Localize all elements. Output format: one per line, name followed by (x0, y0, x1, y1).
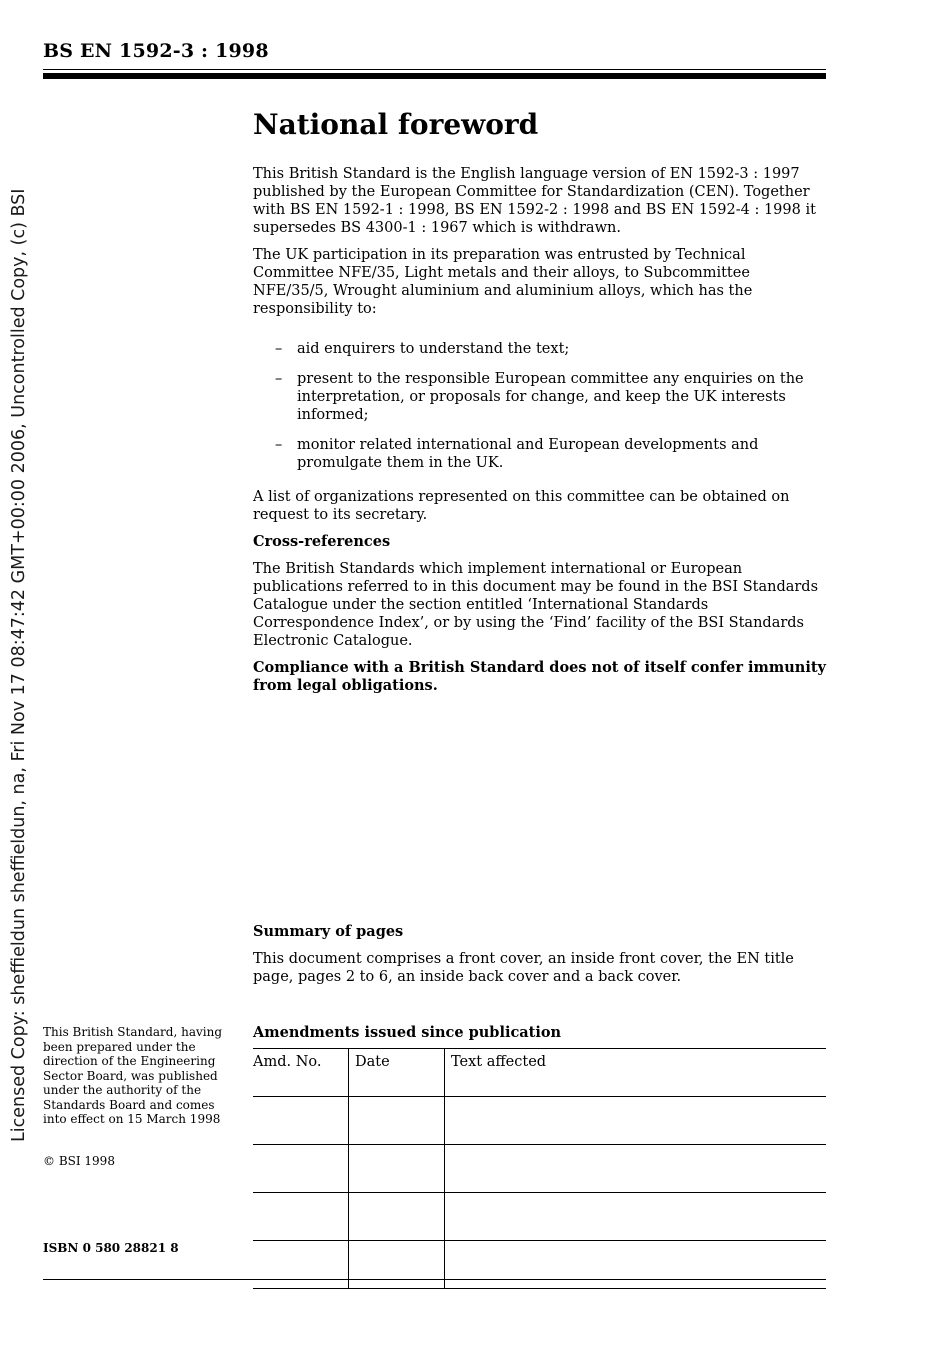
table-header-row (253, 1049, 826, 1097)
table-cell (445, 1145, 827, 1193)
table-cell (253, 1097, 349, 1145)
foreword-paragraph-3: A list of organizations represented on this committee can be obtained on request to its secretary. (253, 489, 790, 523)
table-row (253, 1097, 826, 1145)
table-cell (445, 1241, 827, 1289)
table-row (253, 1145, 826, 1193)
compliance-statement: Compliance with a British Standard does not of itself confer immunity from legal obligations. (253, 659, 826, 694)
header-thin-rule (43, 69, 826, 70)
table-cell (445, 1097, 827, 1145)
table-cell (445, 1193, 827, 1241)
table-cell (349, 1145, 445, 1193)
list-item: – present to the responsible European committee any enquiries on the interpretation, or proposals for change, and keep the UK interests informed; (253, 370, 828, 424)
foreword-paragraph-1: This British Standard is the English language version of EN 1592-3 : 1997 published by the European Committee for Standardization (CEN). Together with BS EN 1592-1 : 1998, BS EN 1592-2 : 1998 and BS EN 1592-4 : 1998 it supersedes BS 4300-1 : 1967 which is withdrawn. (253, 166, 816, 236)
column-header-text-affected: Text affected (445, 1049, 827, 1097)
cross-references-text: The British Standards which implement international or European publications referred to in this document may be found in the BSI Standards Catalogue under the section entitled ‘International Standards Correspondence Index’, or by using the ‘Find’ facility of the BSI Standards Electronic Catalogue. (253, 561, 819, 649)
summary-text: This document comprises a front cover, an inside front cover, the EN title page, pages 2 to 6, an inside back cover and a back cover. (253, 951, 794, 985)
amendments-section (253, 1024, 828, 1289)
column-header-date: Date (349, 1049, 445, 1097)
foreword-body (253, 165, 828, 695)
table-row (253, 1193, 826, 1241)
preparation-note: This British Standard, having been prepared under the direction of the Engineering Sector Board, was published under the authority of the Standards Board and comes into effect on 15 March 1998 (43, 1025, 223, 1126)
isbn: ISBN 0 580 28821 8 (43, 1241, 179, 1255)
list-item: – aid enquirers to understand the text; (253, 340, 828, 358)
standard-reference-header: BS EN 1592-3 : 1998 (43, 40, 269, 62)
header-thick-rule (43, 73, 826, 79)
cross-references-heading: Cross-references (253, 533, 391, 550)
page-title: National foreword (253, 108, 539, 141)
copyright-notice: © BSI 1998 (43, 1154, 115, 1168)
table-cell (349, 1193, 445, 1241)
summary-heading: Summary of pages (253, 923, 404, 940)
table-cell (349, 1241, 445, 1289)
amendments-table (253, 1048, 826, 1289)
list-item: – monitor related international and European developments and promulgate them in the UK. (253, 436, 828, 472)
foreword-paragraph-2: The UK participation in its preparation was entrusted by Technical Committee NFE/35, Light metals and their alloys, to Subcommittee NFE/35/5, Wrought aluminium and aluminium alloys, which has the responsibility to: (253, 247, 753, 317)
table-cell (253, 1193, 349, 1241)
footer-rule (43, 1279, 826, 1280)
table-cell (349, 1097, 445, 1145)
table-row (253, 1241, 826, 1289)
table-cell (253, 1145, 349, 1193)
amendments-heading: Amendments issued since publication (253, 1024, 562, 1041)
responsibilities-list (253, 340, 828, 472)
column-header-amd-no: Amd. No. (253, 1049, 349, 1097)
license-watermark: Licensed Copy: sheffieldun sheffieldun, na, Fri Nov 17 08:47:42 GMT+00:00 2006, Uncontrolled Copy, (c) BSI (9, 188, 29, 1142)
table-cell (253, 1241, 349, 1289)
summary-section (253, 923, 828, 986)
